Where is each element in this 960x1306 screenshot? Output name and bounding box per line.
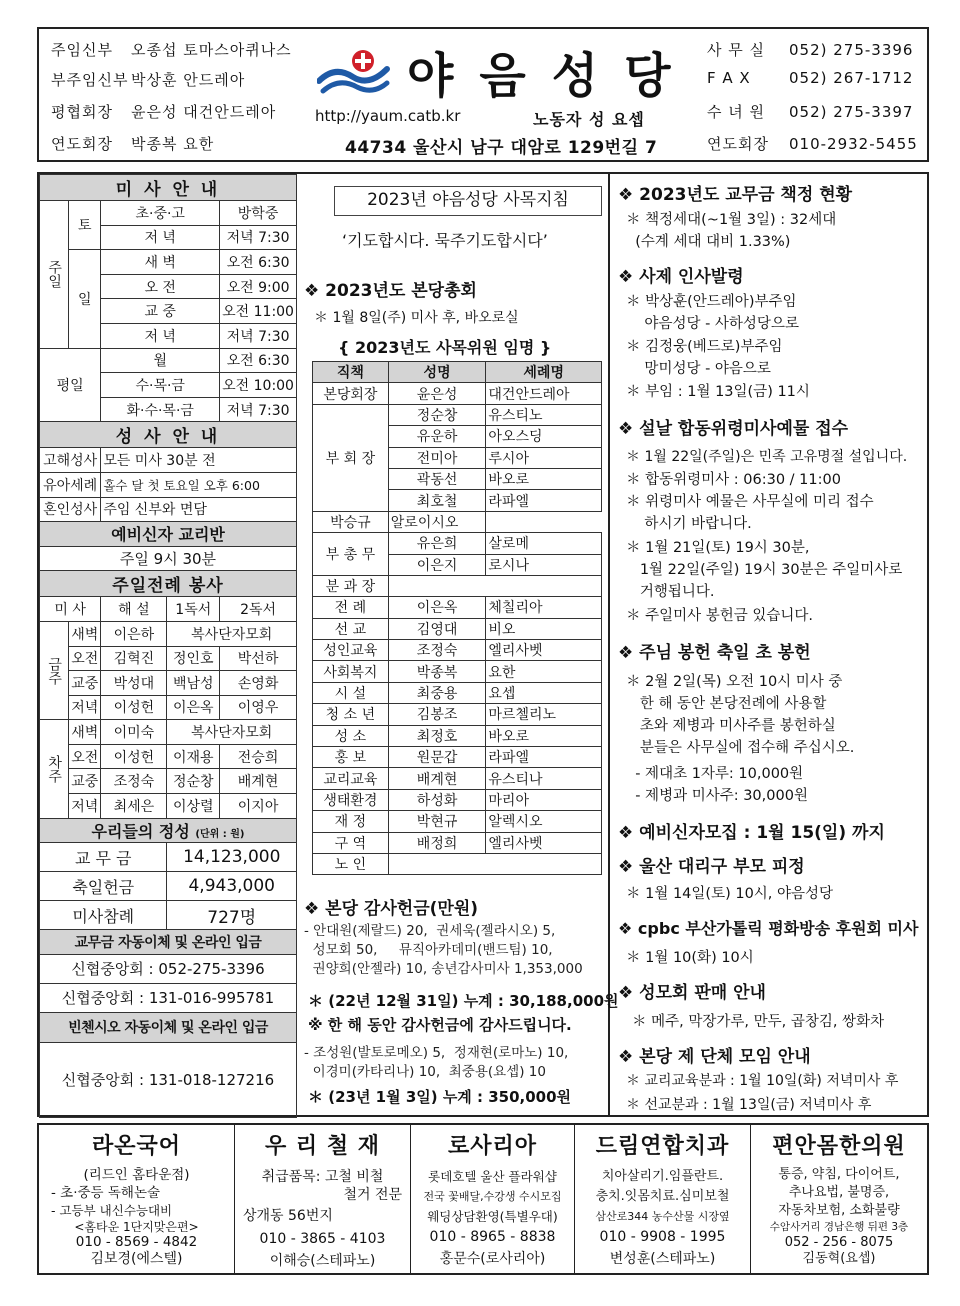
ad-line: - 고등부 내신수능대비	[51, 1203, 173, 1218]
committee-row	[313, 404, 602, 425]
notice-heading: ❖ 주님 봉헌 축일 초 봉헌	[618, 643, 811, 663]
weekday-label: 평일	[40, 348, 101, 422]
committee-role: 본당회장	[313, 383, 389, 404]
committee-name: 하성화	[388, 789, 486, 810]
liturgy-mass: 저녁	[69, 794, 101, 819]
notice-heading: ❖ 사제 인사발령	[618, 267, 744, 287]
committee-role: 분 과 장	[313, 575, 389, 596]
committee-baptismal-name: 대건안드레아	[486, 383, 602, 404]
church-url[interactable]: http://yaum.catb.kr	[315, 107, 461, 125]
liturgy-mass: 저녁	[69, 695, 101, 720]
mass-time: 방학중	[220, 201, 297, 226]
notice-line: 거행됩니다.	[626, 584, 715, 600]
committee-row	[313, 575, 602, 596]
committee-baptismal-name: 바오로	[486, 725, 602, 746]
notice-line: ＊ 교리교육분과 : 1월 10일(화) 저녁미사 후	[626, 1073, 899, 1089]
mass-row: 화·수·목·금	[101, 397, 220, 422]
vincent-account: 신협중앙회 : 131-018-127216	[40, 1042, 297, 1117]
mass-time: 저녁 7:30	[220, 397, 297, 422]
committee-baptismal-name: 비오	[486, 618, 602, 639]
committee-name: 원문갑	[388, 747, 486, 768]
mass-title: 미 사 안 내	[40, 175, 297, 201]
header-contact-row: F A X 052) 267-1712	[707, 69, 914, 87]
notice-line: ＊ 1월 14일(토) 10시, 야음성당	[626, 886, 834, 902]
header-contact-row: 수 녀 원 052) 275-3397	[707, 103, 914, 121]
thanks-line: 이경미(카타리나) 10, 최중용(요셉) 10	[304, 1064, 546, 1080]
liturgy-cell: 배계현	[220, 769, 297, 794]
notice-line: 하시기 바랍니다.	[626, 516, 752, 532]
committee-row	[313, 725, 602, 746]
liturgy-cell: 이성헌	[101, 744, 167, 769]
ad-owner: 변성훈(스테파노)	[609, 1251, 716, 1267]
liturgy-header: 미 사	[40, 597, 101, 622]
committee-row	[313, 768, 602, 789]
committee-baptismal-name: 살로메	[486, 533, 602, 554]
committee-role: 시 설	[313, 682, 389, 703]
notice-line: - 제대초 1자루: 10,000원	[626, 766, 804, 782]
liturgy-cell: 이은옥	[167, 695, 220, 720]
liturgy-cell: 박선하	[220, 646, 297, 671]
ads-row	[37, 1123, 929, 1275]
committee-name: 조정숙	[388, 640, 486, 661]
sunday-label: 주일	[40, 201, 69, 349]
ad-line: 충치.잇몸치료.심미보철	[595, 1189, 730, 1204]
committee-role: 성 소	[313, 725, 389, 746]
committee-row	[313, 789, 602, 810]
committee-row	[313, 511, 602, 532]
thanks-line: - 안대원(제랄드) 20, 권세욱(젤라시오) 5,	[304, 923, 556, 939]
ad-owner: 김동혁(요셉)	[802, 1251, 876, 1266]
mass-time: 오전 10:00	[220, 373, 297, 398]
liturgy-cell: 조정숙	[101, 769, 167, 794]
ad-title: 로사리아	[447, 1134, 537, 1159]
committee-name: 이은옥	[388, 597, 486, 618]
committee-baptismal-name: 루시아	[486, 447, 602, 468]
notice-line: ＊ 책정세대(~1월 3일) : 32세대	[626, 212, 837, 228]
committee-table	[312, 361, 602, 875]
thanks-heading: ❖ 본당 감사헌금(만원)	[304, 899, 479, 919]
ad-line: 추나요법, 불명증,	[788, 1185, 890, 1200]
ad-owner: 홍문수(로사리아)	[439, 1251, 546, 1267]
offering-label: 교 무 금	[40, 843, 167, 872]
thanks-list-1	[304, 922, 583, 979]
header-left-row: 평협회장 윤은성 대건안드레아	[51, 103, 277, 121]
thanks-message: ※ 한 해 동안 감사헌금에 감사드립니다.	[308, 1016, 572, 1034]
liturgy-cell: 이미숙	[101, 720, 167, 745]
ad-line: 자동차보험, 소화불량	[778, 1203, 900, 1218]
committee-row	[313, 640, 602, 661]
notice-line: 1월 22일(주일) 19시 30분은 주일미사로	[626, 562, 903, 578]
committee-role: 부 회 장	[313, 404, 389, 511]
notice-heading: ❖ 본당 제 단체 모임 안내	[618, 1047, 811, 1067]
mass-row: 교 중	[101, 299, 220, 324]
committee-row	[313, 747, 602, 768]
ad-phone: 010 - 9908 - 1995	[599, 1229, 726, 1245]
mass-row: 오 전	[101, 274, 220, 299]
committee-name: 최호철	[388, 490, 486, 511]
offering-label: 미사참례	[40, 901, 167, 930]
liturgy-cell: 백남성	[167, 671, 220, 696]
notice-line: ＊ 1월 22일(주일)은 민족 고유명절 설입니다.	[626, 449, 908, 465]
liturgy-cell: 이영우	[220, 695, 297, 720]
notice-heading: ❖ 설날 합동위령미사예물 접수	[618, 419, 849, 439]
church-title: 야음성당	[407, 48, 697, 104]
liturgy-mass: 오전	[69, 744, 101, 769]
sacrament-type: 유아세례	[40, 472, 101, 497]
left-column	[39, 174, 299, 1115]
church-logo-icon	[317, 47, 391, 99]
mass-row: 저 녁	[101, 323, 220, 348]
liturgy-cell: 복사단자모회	[167, 621, 297, 646]
church-address: 44734 울산시 남구 대암로 129번길 7	[345, 138, 658, 158]
notice-heading: ❖ 성모회 판매 안내	[618, 983, 766, 1003]
ad-phone: 010 - 8569 - 4842	[75, 1234, 198, 1250]
committee-row	[313, 597, 602, 618]
offering-label: 축일헌금	[40, 872, 167, 901]
committee-row	[313, 383, 602, 404]
autopay-account: 신협중앙회 : 052-275-3396	[40, 954, 297, 983]
ad-title: 편안몸한의원	[772, 1134, 906, 1159]
committee-role: 구 역	[313, 832, 389, 853]
committee-role: 사회복지	[313, 661, 389, 682]
notice-line: (수계 세대 대비 1.33%)	[626, 234, 791, 250]
thanks-line: 권양희(안젤라) 10, 송년감사미사 1,353,000	[304, 961, 583, 977]
liturgy-mass: 교중	[69, 769, 101, 794]
liturgy-cell: 박성대	[101, 671, 167, 696]
thanks-line: - 조성원(발토로메오) 5, 정재현(로마노) 10,	[304, 1045, 569, 1061]
committee-header: 직책	[313, 362, 389, 383]
committee-role: 성인교육	[313, 640, 389, 661]
ad-line: 상개동 56번지	[243, 1208, 333, 1224]
mass-time: 오전 6:30	[220, 250, 297, 275]
offering-value: 14,123,000	[167, 843, 297, 872]
committee-baptismal-name: 라파엘	[486, 747, 602, 768]
sacrament-info: 홀수 달 첫 토요일 오후 6:00	[101, 472, 297, 497]
offering-title: 우리들의 정성 (단위 : 원)	[40, 818, 297, 843]
liturgy-cell: 정인호	[167, 646, 220, 671]
committee-empty	[388, 853, 601, 874]
mass-time: 오전 6:30	[220, 348, 297, 373]
ad-title: 라온국어	[91, 1134, 181, 1159]
mass-row: 초·중·고	[101, 201, 220, 226]
committee-baptismal-name: 아오스딩	[486, 426, 602, 447]
committee-baptismal-name: 체칠리아	[486, 597, 602, 618]
motto-text: ‘기도합시다. 묵주기도합시다’	[342, 231, 548, 250]
committee-baptismal-name: 라파엘	[486, 490, 602, 511]
mass-row: 저 녁	[101, 225, 220, 250]
committee-role: 노 인	[313, 853, 389, 874]
notice-line: ＊ 부임 : 1월 13일(금) 11시	[626, 384, 810, 400]
notice-line: ＊ 김정웅(베드로)부주임	[626, 339, 783, 355]
ad-raon	[39, 1125, 235, 1273]
committee-name: 배정희	[388, 832, 486, 853]
ad-line: (리드인 홈타운점)	[83, 1167, 190, 1183]
saturday-label: 토	[69, 201, 101, 250]
committee-name: 박종복	[388, 661, 486, 682]
liturgy-cell: 정순창	[167, 769, 220, 794]
ad-line: 철거 전문	[343, 1187, 402, 1203]
notice-line: ＊ 박상훈(안드레아)부주임	[626, 294, 797, 310]
committee-name: 곽동선	[388, 468, 486, 489]
committee-row	[313, 811, 602, 832]
liturgy-title: 주일전례 봉사	[40, 571, 297, 597]
notice-line: 초와 제병과 미사주를 봉헌하실	[626, 718, 836, 734]
vincent-title: 빈첸시오 자동이체 및 온라인 입금	[40, 1012, 297, 1042]
notice-line: ＊ 주일미사 봉헌금 있습니다.	[626, 608, 814, 624]
mass-time: 오전 11:00	[220, 299, 297, 324]
this-week-label: 금주	[40, 621, 69, 719]
thanks-list-2	[304, 1044, 568, 1082]
committee-baptismal-name: 로시나	[486, 554, 602, 575]
autopay-title: 교무금 자동이체 및 온라인 입금	[40, 930, 297, 955]
notice-line: ＊ 합동위령미사 : 06:30 / 11:00	[626, 472, 841, 488]
header-left-row: 연도회장 박종복 요한	[51, 135, 215, 153]
liturgy-mass: 교중	[69, 671, 101, 696]
motto-title: 2023년 야음성당 사목지침	[334, 186, 602, 216]
thanks-line: 성모회 50, 뮤직아카데미(밴드팀) 10,	[304, 942, 553, 958]
liturgy-cell: 이재용	[167, 744, 220, 769]
mass-row: 새 벽	[101, 250, 220, 275]
sacrament-title: 성 사 안 내	[40, 422, 297, 448]
committee-row	[313, 661, 602, 682]
sacrament-info: 모든 미사 30분 전	[101, 448, 297, 473]
committee-header: 성명	[388, 362, 486, 383]
mass-time: 오전 9:00	[220, 274, 297, 299]
header-left-row: 주임신부 오종섭 토마스아퀴나스	[51, 41, 292, 59]
notice-line: ＊ 위령미사 예물은 사무실에 미리 접수	[626, 494, 874, 510]
mass-row: 월	[101, 348, 220, 373]
committee-name: 이은지	[388, 554, 486, 575]
catechumen-time: 주일 9시 30분	[40, 546, 297, 571]
committee-row	[313, 853, 602, 874]
liturgy-cell: 전승희	[220, 744, 297, 769]
mass-row: 수·목·금	[101, 373, 220, 398]
ad-dream-dental	[575, 1125, 751, 1273]
liturgy-header: 1독서	[167, 597, 220, 622]
notice-line: 망미성당 - 야음으로	[626, 361, 771, 377]
committee-baptismal-name: 엘리사벳	[486, 832, 602, 853]
committee-baptismal-name: 알렉시오	[486, 811, 602, 832]
offering-value: 727명	[167, 901, 297, 930]
catechumen-title: 예비신자 교리반	[40, 522, 297, 547]
ad-rosaria	[411, 1125, 575, 1273]
sunday-day-label: 일	[69, 250, 101, 348]
notice-line: ＊ 1월 21일(토) 19시 30분,	[626, 540, 810, 556]
header-contact-row: 사 무 실 052) 275-3396	[707, 41, 914, 59]
ad-line: 웨딩상담환영(특별우대)	[427, 1209, 558, 1224]
committee-subtitle: { 2023년도 사목위원 임명 }	[338, 338, 552, 357]
committee-role: 청 소 년	[313, 704, 389, 725]
ad-line: <홈타운 1단지맞은편>	[74, 1220, 199, 1234]
notice-line: 분들은 사무실에 접수해 주십시오.	[626, 740, 855, 756]
notice-heading: ❖ 예비신자모집 : 1월 15(일) 까지	[618, 823, 885, 843]
committee-role: 부 총 무	[313, 533, 389, 576]
committee-name: 윤은성	[388, 383, 486, 404]
committee-role: 선 교	[313, 618, 389, 639]
notice-line: ＊ 메주, 막장가루, 만두, 곱창김, 쌍화차	[632, 1014, 885, 1030]
ad-phone: 010 - 3865 - 4103	[259, 1231, 386, 1247]
committee-role: 교리교육	[313, 768, 389, 789]
committee-empty	[388, 575, 601, 596]
committee-table-wrap	[312, 361, 602, 875]
sacrament-info: 주임 신부와 면담	[101, 497, 297, 522]
liturgy-mass: 오전	[69, 646, 101, 671]
committee-name: 김봉조	[388, 704, 486, 725]
ad-line: - 초·중등 독해논술	[51, 1185, 161, 1201]
committee-name: 전미아	[388, 447, 486, 468]
committee-role: 홍 보	[313, 747, 389, 768]
liturgy-header: 해 설	[101, 597, 167, 622]
liturgy-header: 2독서	[220, 597, 297, 622]
liturgy-cell: 이은하	[101, 621, 167, 646]
sacrament-type: 혼인성사	[40, 497, 101, 522]
committee-role: 전 례	[313, 597, 389, 618]
ad-owner: 김보경(에스텔)	[90, 1251, 183, 1267]
committee-baptismal-name: 유스티노	[486, 404, 602, 425]
liturgy-mass: 새벽	[69, 720, 101, 745]
notice-line: - 제병과 미사주: 30,000원	[626, 788, 808, 804]
mass-time: 저녁 7:30	[220, 225, 297, 250]
bulletin-header	[37, 27, 929, 162]
committee-name: 최정호	[388, 725, 486, 746]
committee-role: 재 정	[313, 811, 389, 832]
notice-line: 야음성당 - 사하성당으로	[626, 316, 799, 332]
notice-line: ＊ 1월 10(화) 10시	[626, 950, 754, 966]
committee-baptismal-name: 알로이시오	[388, 511, 486, 532]
liturgy-cell: 이상렬	[167, 794, 220, 819]
committee-baptismal-name: 요한	[486, 661, 602, 682]
liturgy-cell: 이성헌	[101, 695, 167, 720]
mass-time: 저녁 7:30	[220, 323, 297, 348]
committee-baptismal-name: 엘리사벳	[486, 640, 602, 661]
ad-line: 롯데호텔 울산 플라워샵	[428, 1169, 557, 1184]
left-info-table	[39, 174, 297, 1118]
liturgy-mass: 새벽	[69, 621, 101, 646]
notice-heading: ❖ 울산 대리구 부모 피정	[618, 857, 805, 877]
notice-heading: ❖ 2023년도 교무금 책정 현황	[618, 185, 853, 205]
committee-baptismal-name: 바오로	[486, 468, 602, 489]
liturgy-cell: 이지아	[220, 794, 297, 819]
ad-phone: 010 - 8965 - 8838	[429, 1229, 556, 1245]
thanks-total-1: ＊ (22년 12월 31일) 누계 : 30,188,000원	[308, 992, 619, 1010]
committee-name: 박승규	[313, 511, 389, 532]
notice-line: ＊ 2월 2일(목) 오전 10시 미사 중	[626, 674, 843, 690]
ad-woori	[235, 1125, 411, 1273]
ad-line: 통증, 약침, 다이어트,	[778, 1167, 900, 1182]
thanks-total-2: ＊ (23년 1월 3일) 누계 : 350,000원	[308, 1088, 572, 1106]
committee-baptismal-name: 마르첼리노	[486, 704, 602, 725]
liturgy-cell: 최세은	[101, 794, 167, 819]
header-left-row: 부주임신부 박상훈 안드레아	[51, 71, 246, 89]
committee-row	[313, 618, 602, 639]
committee-name: 배계현	[388, 768, 486, 789]
liturgy-cell: 김혁진	[101, 646, 167, 671]
ad-line: 전국 꽃배달,수강생 수시모집	[423, 1190, 562, 1203]
notice-line: ＊ 선교분과 : 1월 13일(금) 저녁미사 후	[626, 1097, 872, 1113]
committee-row	[313, 704, 602, 725]
committee-name: 최중용	[388, 682, 486, 703]
liturgy-cell: 손영화	[220, 671, 297, 696]
committee-baptismal-name: 요셉	[486, 682, 602, 703]
committee-row	[313, 533, 602, 554]
ad-line: 치아살리기.임플란트.	[601, 1169, 724, 1184]
committee-name: 박현규	[388, 811, 486, 832]
ad-line: 수암사거리 경남은행 뒤편 3층	[769, 1221, 909, 1233]
committee-row	[313, 682, 602, 703]
offering-value: 4,943,000	[167, 872, 297, 901]
committee-baptismal-name: 마리아	[486, 789, 602, 810]
ad-phone: 052 - 256 - 8075	[784, 1235, 894, 1250]
committee-name: 정순창	[388, 404, 486, 425]
committee-name: 유운하	[388, 426, 486, 447]
ad-line: 삼산로344 농수산물 시장옆	[595, 1210, 730, 1223]
ad-line: 취급품목: 고철 비철	[261, 1169, 384, 1185]
church-patron: 노동자 성 요셉	[533, 110, 645, 129]
next-week-label: 차주	[40, 720, 69, 818]
notice-line: 한 해 동안 본당전례에 사용할	[626, 696, 827, 712]
autopay-account: 신협중앙회 : 131-016-995781	[40, 983, 297, 1012]
column-separator	[608, 174, 610, 1115]
committee-header: 세례명	[486, 362, 602, 383]
ad-title: 드림연합치과	[595, 1134, 730, 1159]
ad-title: 우 리 철 재	[265, 1134, 380, 1159]
assembly-heading: ❖ 2023년도 본당총회	[304, 281, 477, 301]
committee-name: 김영대	[388, 618, 486, 639]
committee-row	[313, 832, 602, 853]
assembly-item: ＊ 1월 8일(주) 미사 후, 바오로실	[314, 310, 519, 326]
ad-pyeonan	[751, 1125, 927, 1273]
committee-name: 유은희	[388, 533, 486, 554]
header-contact-row: 연도회장 010-2932-5455	[707, 135, 918, 153]
notice-heading: ❖ cpbc 부산가톨릭 평화방송 후원회 미사	[618, 919, 919, 938]
committee-baptismal-name: 유스티나	[486, 768, 602, 789]
committee-role: 생태환경	[313, 789, 389, 810]
sacrament-type: 고해성사	[40, 448, 101, 473]
ad-owner: 이해승(스테파노)	[269, 1253, 376, 1269]
liturgy-cell: 복사단자모회	[167, 720, 297, 745]
